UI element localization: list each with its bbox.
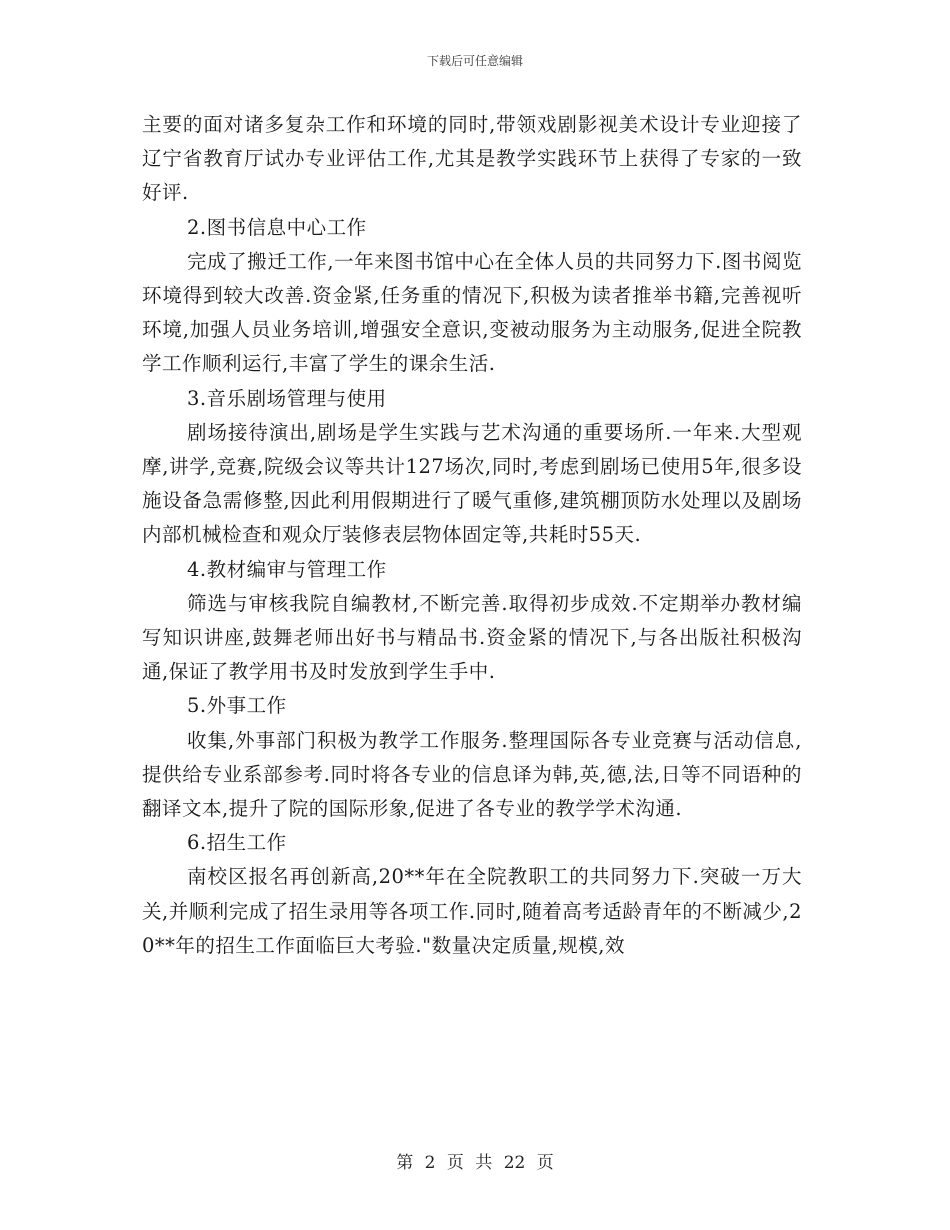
- document-body: [142, 108, 802, 963]
- paragraph-continuation: 主要的面对诸多复杂工作和环境的同时,带领戏剧影视美术设计专业迎接了辽宁省教育厅试办专业评估工作,尤其是教学实践环节上获得了专家的一致好评.: [142, 113, 802, 205]
- section-heading-library: 2.图书信息中心工作: [187, 215, 367, 239]
- section-heading-admissions: 6.招生工作: [187, 831, 287, 855]
- paragraph-textbooks: 筛选与审核我院自编教材,不断完善.取得初步成效.不定期举办教材编写知识讲座,鼓舞老师出好书与精品书.资金紧的情况下,与各出版社积极沟通,保证了教学用书及时发放到学生手中.: [142, 591, 802, 684]
- section-heading-foreign-affairs: 5.外事工作: [187, 694, 287, 718]
- paragraph-library: 完成了搬迁工作,一年来图书馆中心在全体人员的共同努力下.图书阅览环境得到较大改善.资金紧,任务重的情况下,积极为读者推举书籍,完善视听环境,加强人员业务培训,增强安全意识,变被动服务为主动服务,促进全院教学工作顺利运行,丰富了学生的课余生活.: [142, 249, 802, 376]
- paragraph-foreign-affairs: 收集,外事部门积极为教学工作服务.整理国际各专业竞赛与活动信息,提供给专业系部参考.同时将各专业的信息译为韩,英,德,法,日等不同语种的翻译文本,提升了院的国际形象,促进了各专业的教学学术沟通.: [142, 728, 802, 821]
- page-number-footer: 第 2 页 共 22 页: [396, 1153, 554, 1173]
- page-header: 下载后可任意编辑: [426, 54, 523, 68]
- section-heading-textbooks: 4.教材编审与管理工作: [187, 557, 387, 581]
- paragraph-admissions: 南校区报名再创新高,20**年在全院教职工的共同努力下.突破一万大关,并顺利完成了招生录用等各项工作.同时,随着高考适龄青年的不断减少,20**年的招生工作面临巨大考验."数量决定质量,规模,效: [142, 865, 802, 957]
- section-heading-theater: 3.音乐剧场管理与使用: [187, 386, 387, 410]
- paragraph-theater: 剧场接待演出,剧场是学生实践与艺术沟通的重要场所.一年来.大型观摩,讲学,竞赛,院级会议等共计127场次,同时,考虑到剧场已使用5年,很多设施设备急需修整,因此利用假期进行了暖气重修,建筑棚顶防水处理以及剧场内部机械检查和观众厅装修表层物体固定等,共耗时55天.: [142, 420, 802, 547]
